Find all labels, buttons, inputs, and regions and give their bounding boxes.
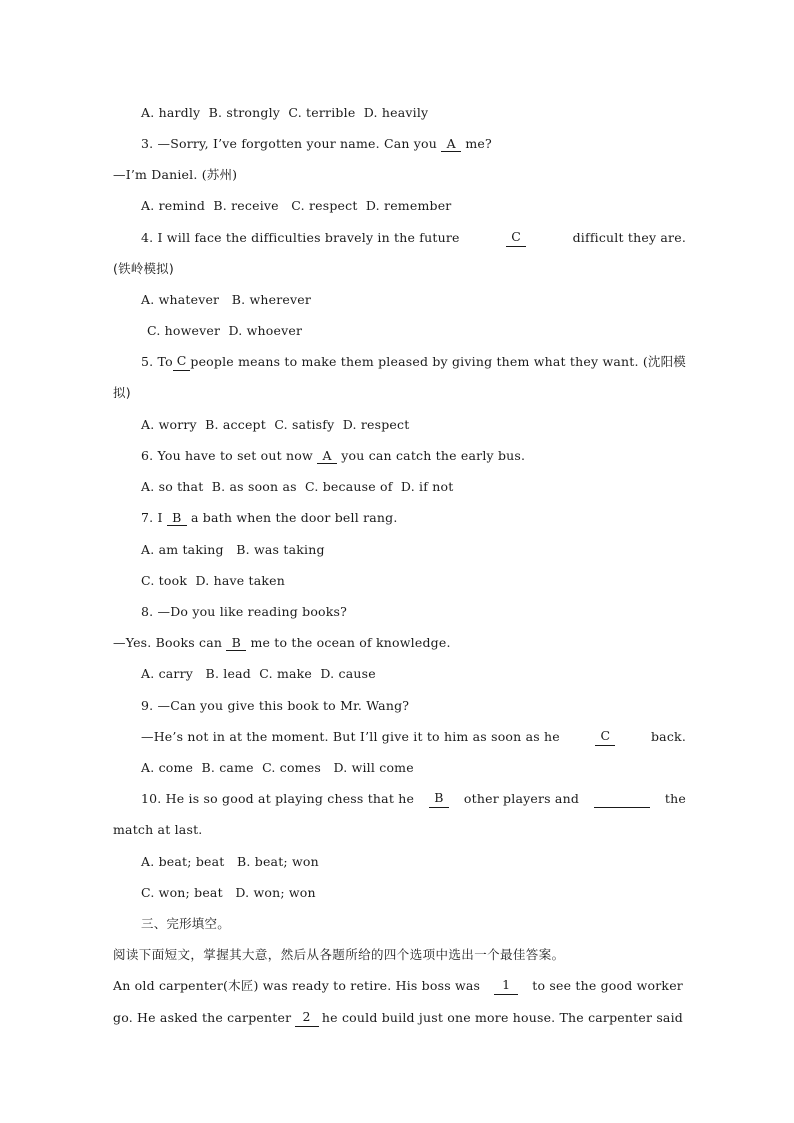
- q4-text-pre: 4. I will face the difficulties bravely in the future: [141, 230, 460, 245]
- q10-options-b: C. won; beat D. won; won: [141, 885, 316, 900]
- section-instructions: 阅读下面短文，掌握其大意，然后从各题所给的四个选项中选出一个最佳答案。: [113, 947, 565, 962]
- passage-blank-2: 2: [295, 1009, 319, 1027]
- q10-text-pre: 10. He is so good at playing chess that he: [141, 791, 415, 806]
- q5-answer-blank: C: [173, 353, 191, 371]
- q3-options: A. remind B. receive C. respect D. remember: [141, 198, 452, 213]
- q6-text-post: you can catch the early bus.: [337, 448, 526, 463]
- q9-options: A. come B. came C. comes D. will come: [141, 760, 414, 775]
- q2-options: A. hardly B. strongly C. terrible D. heavily: [141, 105, 429, 120]
- q6-question: [141, 447, 686, 465]
- q7-answer-blank: B: [167, 510, 187, 526]
- passage-line-2: [113, 1009, 683, 1027]
- q5-source: 拟): [113, 385, 131, 400]
- section-heading: 三、完形填空。: [141, 916, 230, 931]
- q7-options-a: A. am taking B. was taking: [141, 542, 325, 557]
- q3-text-post: me?: [461, 136, 492, 151]
- q10-question: [141, 790, 686, 808]
- q3-answer-blank: A: [441, 136, 461, 152]
- q4-source: (铁岭模拟): [113, 261, 174, 276]
- q6-options: A. so that B. as soon as C. because of D. if not: [141, 479, 454, 494]
- q10-options-a: A. beat; beat B. beat; won: [141, 854, 319, 869]
- q5-text-pre: 5. To: [141, 354, 173, 369]
- q9-answer-blank: C: [595, 728, 615, 746]
- q3-question: [141, 135, 686, 153]
- q3-text-pre: 3. —Sorry, I’ve forgotten your name. Can you: [141, 136, 442, 151]
- q10-empty-blank: [594, 790, 650, 808]
- q10-text-post: the: [664, 791, 686, 806]
- q5-question: [141, 353, 686, 371]
- q9-text-pre: —He’s not in at the moment. But I’ll give it to him as soon as he: [141, 729, 560, 744]
- q10-continuation: match at last.: [113, 822, 203, 837]
- q6-text-pre: 6. You have to set out now: [141, 448, 318, 463]
- passage-text-2-post: he could build just one more house. The carpenter said: [321, 1010, 683, 1025]
- q4-question: [141, 229, 686, 247]
- q7-text-post: a bath when the door bell rang.: [186, 510, 398, 525]
- q4-text-post: difficult they are.: [572, 230, 686, 245]
- q8-text-post: me to the ocean of knowledge.: [246, 635, 451, 650]
- q7-question: [141, 509, 686, 527]
- q5-text-post: people means to make them pleased by giving them what they want. (沈阳模: [190, 354, 686, 369]
- q4-options-b: C. however D. whoever: [147, 323, 303, 338]
- q8-text-pre: —Yes. Books can: [113, 635, 227, 650]
- q7-text-pre: 7. I: [141, 510, 167, 525]
- q8-reply: [113, 634, 683, 652]
- q8-options: A. carry B. lead C. make D. cause: [141, 666, 376, 681]
- q8-question: 8. —Do you like reading books?: [141, 604, 348, 619]
- q9-question: 9. —Can you give this book to Mr. Wang?: [141, 698, 410, 713]
- q8-answer-blank: B: [226, 635, 246, 651]
- passage-text-2-pre: go. He asked the carpenter: [113, 1010, 292, 1025]
- passage-blank-1: 1: [494, 977, 518, 995]
- q7-options-b: C. took D. have taken: [141, 573, 286, 588]
- q5-options: A. worry B. accept C. satisfy D. respect: [141, 417, 410, 432]
- q10-answer-blank: B: [429, 790, 449, 808]
- passage-text-1-pre: An old carpenter(木匠) was ready to retire. His boss was: [113, 978, 481, 993]
- q6-answer-blank: A: [317, 448, 337, 464]
- q4-answer-blank: C: [506, 229, 526, 247]
- passage-line-1: [113, 977, 683, 995]
- q3-reply: —I’m Daniel. (苏州): [113, 167, 238, 182]
- q9-reply: [141, 728, 686, 746]
- q4-options-a: A. whatever B. wherever: [141, 292, 312, 307]
- q9-text-post: back.: [650, 729, 686, 744]
- passage-text-1-post: to see the good worker: [532, 978, 683, 993]
- q10-text-mid: other players and: [463, 791, 580, 806]
